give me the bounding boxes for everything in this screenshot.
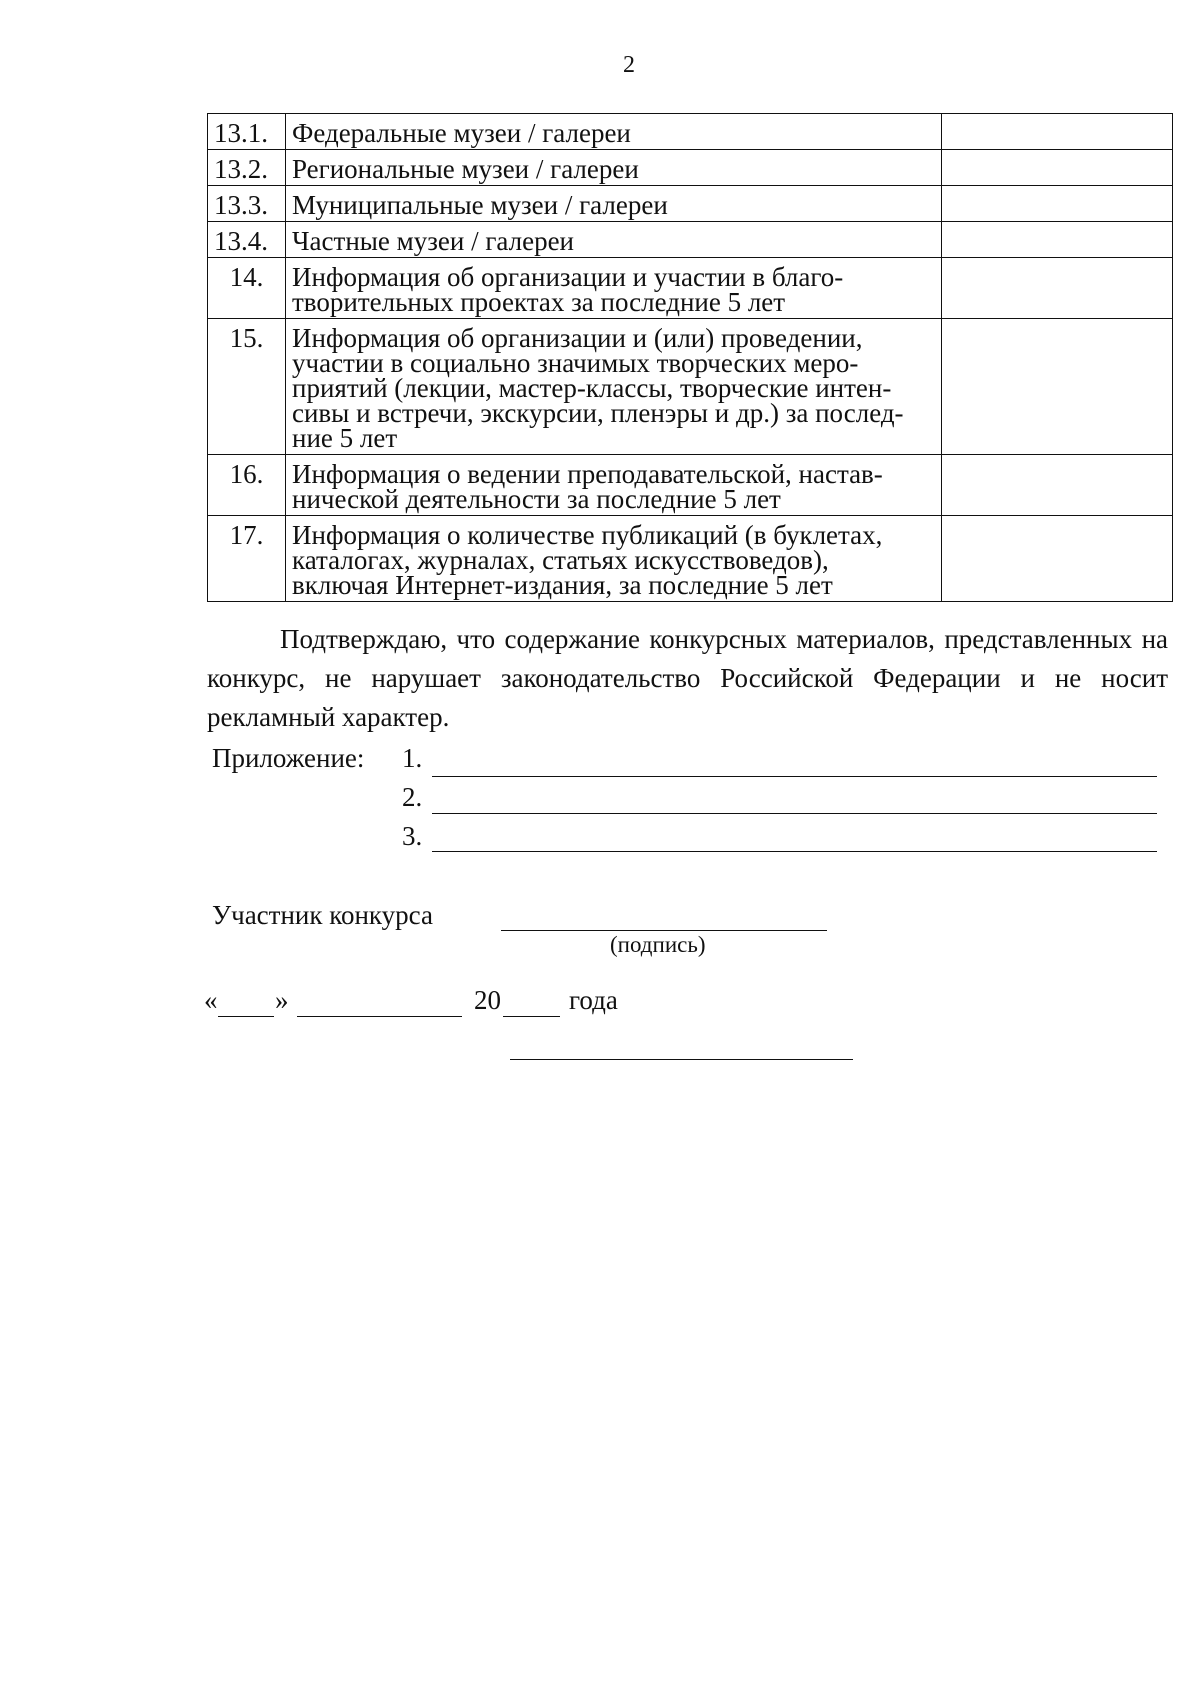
table-row (208, 114, 1173, 150)
attachments-label: Приложение: (212, 743, 365, 773)
row-description: Федеральные музеи / галереи (286, 114, 942, 150)
row-value-cell[interactable] (942, 455, 1173, 516)
table-row (208, 258, 1173, 319)
attachment-line-1[interactable] (432, 776, 1157, 777)
row-value-cell[interactable] (942, 114, 1173, 150)
signature-line[interactable] (501, 930, 827, 931)
date-year-prefix: 20 (474, 985, 501, 1015)
date-month-line[interactable] (297, 1016, 462, 1017)
info-table (207, 113, 1173, 602)
row-value-cell[interactable] (942, 150, 1173, 186)
row-description: Информация о количестве публикаций (в буклетах, каталогах, журналах, статьях искусствоведов), включая Интернет-издания, за последние 5 лет (286, 516, 942, 602)
row-number: 13.4. (208, 222, 286, 258)
attachment-line-2[interactable] (432, 813, 1157, 814)
confirmation-paragraph: Подтверждаю, что содержание конкурсных материалов, представленных на конкурс, не нарушает законодательство Российской Федерации и не носит рекламный характер. (207, 624, 1168, 732)
row-number: 13.3. (208, 186, 286, 222)
row-number: 13.2. (208, 150, 286, 186)
table-row (208, 319, 1173, 455)
row-value-cell[interactable] (942, 319, 1173, 455)
row-value-cell[interactable] (942, 258, 1173, 319)
row-number: 13.1. (208, 114, 286, 150)
table-row (208, 222, 1173, 258)
date-open-quote: « (204, 985, 218, 1015)
row-description: Частные музеи / галереи (286, 222, 942, 258)
row-description: Региональные музеи / галереи (286, 150, 942, 186)
row-value-cell[interactable] (942, 186, 1173, 222)
date-close-quote: » (275, 985, 289, 1015)
table-row (208, 186, 1173, 222)
table-row (208, 150, 1173, 186)
date-year-line[interactable] (503, 1016, 560, 1017)
participant-label: Участник конкурса (212, 900, 433, 930)
attachment-number-2: 2. (402, 782, 423, 812)
table-row (208, 455, 1173, 516)
row-number: 17. (208, 516, 286, 602)
table-row (208, 516, 1173, 602)
row-value-cell[interactable] (942, 222, 1173, 258)
attachment-number-3: 3. (402, 821, 423, 851)
page-number: 2 (623, 52, 635, 78)
row-description: Муниципальные музеи / галереи (286, 186, 942, 222)
row-description: Информация об организации и участии в благо- творительных проектах за последние 5 лет (286, 258, 942, 319)
row-number: 15. (208, 319, 286, 455)
date-suffix: года (569, 985, 618, 1015)
bottom-rule (510, 1059, 853, 1060)
signature-caption: (подпись) (610, 932, 706, 957)
row-value-cell[interactable] (942, 516, 1173, 602)
row-number: 14. (208, 258, 286, 319)
row-description: Информация о ведении преподавательской, настав- нической деятельности за последние 5 лет (286, 455, 942, 516)
attachment-number-1: 1. (402, 743, 423, 773)
row-description: Информация об организации и (или) проведении, участии в социально значимых творческих меро- приятий (лекции, мастер-классы, творческие интен- сивы и встречи, экскурсии, пленэры и др.) за послед- ние 5 лет (286, 319, 942, 455)
row-number: 16. (208, 455, 286, 516)
attachment-line-3[interactable] (432, 851, 1157, 852)
date-day-line[interactable] (218, 1016, 274, 1017)
